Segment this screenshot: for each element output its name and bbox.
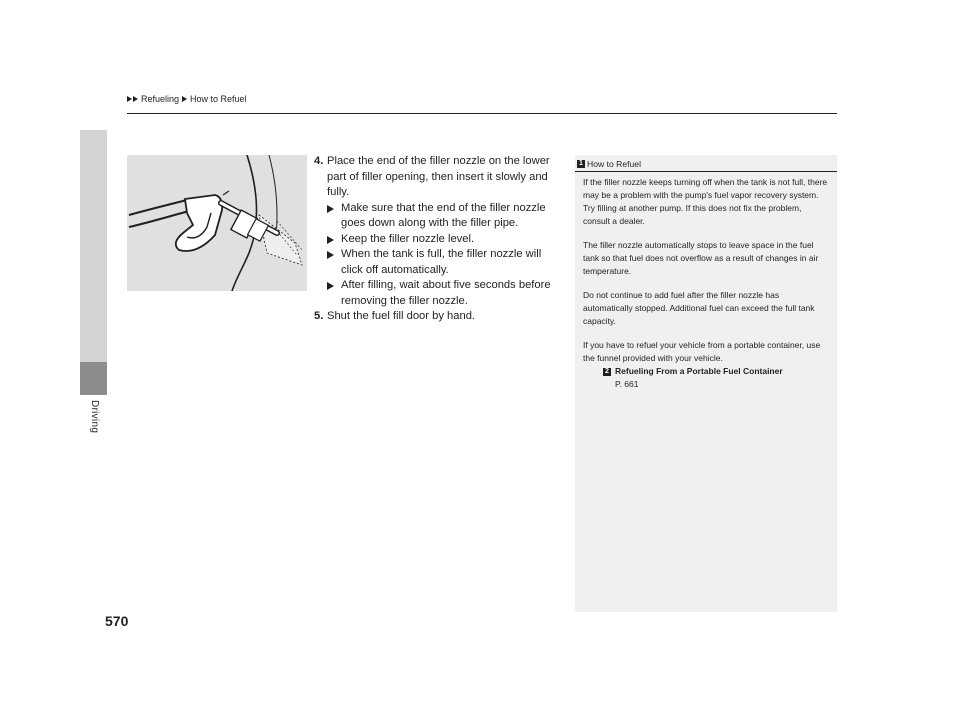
step-text: Place the end of the filler nozzle on the lower part of filler opening, then insert it slowly and fully. [327,155,550,198]
substep-text: Keep the filler nozzle level. [341,232,475,245]
note-paragraph: If the filler nozzle keeps turning off when the tank is not full, there may be a problem with the pump's fuel vapor recovery system. Try filling at another pump. If this does not fix the problem, consult a dealer. [583,177,828,226]
bullet-arrow-icon [327,201,341,232]
note-body [575,172,837,391]
substep-text: Make sure that the end of the filler nozzle goes down along with the filler pipe. [341,201,546,229]
breadcrumb [127,94,247,104]
breadcrumb-arrow-icon [133,96,138,102]
instruction-steps [314,154,564,325]
bullet-arrow-icon [327,278,341,309]
bullet-arrow-icon [327,232,341,248]
breadcrumb-arrow-icon [127,96,132,102]
step-number: 5. [314,310,324,322]
breadcrumb-arrow-icon [182,96,187,102]
reference-title[interactable]: Refueling From a Portable Fuel Container [615,366,783,376]
note-paragraph: The filler nozzle automatically stops to leave space in the fuel tank so that fuel does not overflow as a result of changes in air temperature. [583,240,819,276]
chapter-tab-strip [80,130,107,362]
substep-text: After filling, wait about five seconds before removing the filler nozzle. [341,279,551,307]
reference-page[interactable]: P. 661 [615,379,639,389]
header-divider [127,113,837,114]
substep [327,247,564,278]
substep [327,278,564,309]
chapter-label: Driving [89,400,100,434]
page-number: 570 [105,613,129,629]
note-paragraph: Do not continue to add fuel after the filler nozzle has automatically stopped. Additional fuel can exceed the full tank capacity. [583,290,815,326]
chapter-tab-active[interactable] [80,362,107,395]
note-marker-icon: 1 [577,160,585,168]
note-title: How to Refuel [587,159,641,169]
breadcrumb-topic[interactable]: How to Refuel [190,94,247,104]
fuel-nozzle-insertion-illustration [127,155,307,291]
note-header [575,155,837,172]
bullet-arrow-icon [327,247,341,278]
step-number: 4. [314,155,324,167]
note-paragraph: If you have to refuel your vehicle from a portable container, use the funnel provided with your vehicle. [583,340,821,363]
step-4 [314,154,564,201]
breadcrumb-section[interactable]: Refueling [141,94,180,104]
substep-text: When the tank is full, the filler nozzle will click off automatically. [341,248,542,276]
side-note-panel [575,155,837,612]
step-text: Shut the fuel fill door by hand. [327,310,476,322]
substep [327,232,564,248]
cross-reference-link[interactable] [603,365,829,378]
substep [327,201,564,232]
step-5 [314,309,564,325]
reference-arrow-icon: 2 [603,368,611,376]
